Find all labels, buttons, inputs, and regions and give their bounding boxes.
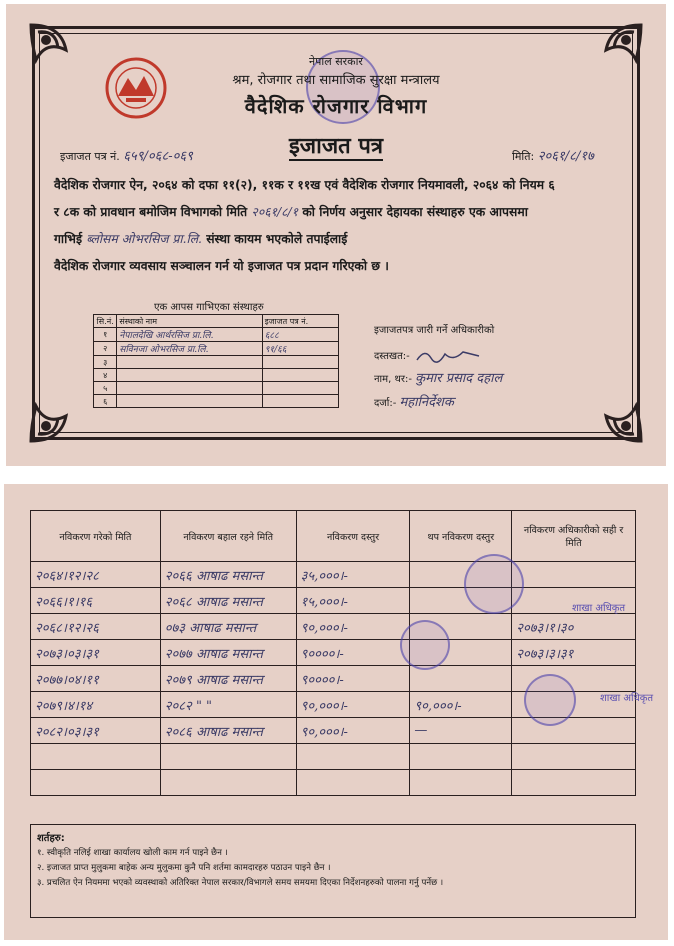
issue-date-label: मिति: [512,150,535,163]
permit-number [60,146,193,164]
decision-date: २०६१/८/१ [251,205,299,219]
signature-row: दस्तखत:- [374,346,483,366]
table-row: २०६६।१।१६ २०६८ आषाढ मसान्त १५,०००।- [31,588,636,614]
table-row: ३ [94,356,339,369]
permit-number-value: ६५९/०६८-०६९ [123,149,193,164]
document-title: इजाजत पत्र [289,134,383,159]
term-item: १. स्वीकृति नलिई शाखा कार्यालय खोली काम गर्न पाइने छैन । [37,848,228,858]
officer-stamp-text: शाखा अधिकृत [572,603,626,614]
table-row [31,744,636,770]
merged-table-caption: एक आपस गाभिएका संस्थाहरु [154,302,264,313]
table-row: २०७७।०४।११ २०७९ आषाढ मसान्त ९००००।- [31,666,636,692]
table-row: २०७३।०३।३१ २०७७ आषाढ मसान्त ९००००।- २०७३।३।३१ [31,640,636,666]
officer-stamp-text: शाखा अधिकृत [600,693,654,704]
issuer-heading: इजाजतपत्र जारी गर्ने अधिकारीको [374,325,495,336]
merged-companies-table [93,314,339,408]
body-line-1: वैदेशिक रोजगार ऐन, २०६४ को दफा ११(२), ११क र ११ख एवं वैदेशिक रोजगार नियमावली, २०६४ को नियम ६ [54,178,555,192]
issue-date [512,146,594,164]
government-name: नेपाल सरकार [309,55,363,68]
name-row: नाम, थर:- कुमार प्रसाद दहाल [374,371,503,386]
issuer-post: महानिर्देशक [399,395,454,410]
table-row: २०८२।०३।३१ २०८६ आषाढ मसान्त ९०,०००।- — [31,718,636,744]
terms-box [30,824,636,918]
ministry-name: श्रम, रोजगार तथा सामाजिक सुरक्षा मन्त्रालय [232,73,440,88]
renewal-stamp [464,554,524,614]
permit-certificate-page [6,4,666,466]
table-row: ६ [94,395,339,408]
body-line-4: वैदेशिक रोजगार व्यवसाय सञ्चालन गर्न यो इजाजत पत्र प्रदान गरिएको छ । [54,259,389,273]
issuer-name: कुमार प्रसाद दहाल [415,371,503,386]
department-name: वैदेशिक रोजगार विभाग [244,94,428,118]
table-row: १ नेपालदेखि आर्थरसिज प्रा.लि. ६८८ [94,328,339,342]
issue-date-value: २०६१/८/१७ [537,149,594,164]
permit-number-label: इजाजत पत्र नं. [60,150,120,163]
table-row: ४ [94,369,339,382]
renewal-stamp [400,620,450,670]
table-row: २०६८।१२।२६ ०७३ आषाढ मसान्त ९०,०००।- २०७३।१।३० [31,614,636,640]
renewal-table [30,510,636,796]
table-row: २ सविनजा ओभरसिज प्रा.लि. ९१/६६ [94,342,339,356]
post-row: दर्जा:- महानिर्देशक [374,395,454,410]
body-line-3: गाभिई ब्लोसम ओभरसिज प्रा.लि. संस्था कायम भएकोले तपाईलाई [54,232,348,246]
table-header-row: नविकरण गरेको मिति नविकरण बहाल रहने मिति नविकरण दस्तुर थप नविकरण दस्तुर नविकरण अधिकारीको सही र मिति [31,511,636,562]
corner-ornament-bottom-left [26,376,96,446]
table-row [31,770,636,796]
table-row: ५ [94,382,339,395]
table-header-row: सि.नं. संस्थाको नाम इजाजत पत्र नं. [94,315,339,328]
terms-heading: शर्तहरु: [37,833,65,844]
renewal-record-page [4,484,668,940]
body-line-2: र ८क को प्रावधान बमोजिम विभागको मिति २०६१/८/१ को निर्णय अनुसार देहायका संस्थाहरु एक आपसमा [54,205,528,219]
company-name: ब्लोसम ओभरसिज प्रा.लि. [86,232,202,246]
signature-mark [413,346,483,366]
term-item: ३. प्रचलित ऐन नियममा भएको व्यवस्थाको अतिरिक्त नेपाल सरकार/विभागले समय समयमा दिएका निर्देशनहरुको पालना गर्नु पर्नेछ । [37,878,444,888]
corner-ornament-bottom-right [576,376,646,446]
table-row: २०७९।४।१४ २०८२ " " ९०,०००।- ९०,०००।- [31,692,636,718]
renewal-stamp [524,674,576,726]
table-row: २०६४।१२।२८ २०६६ आषाढ मसान्त ३५,०००।- [31,562,636,588]
term-item: २. इजाजत प्राप्त मुलुकमा बाहेक अन्य मुलुकमा कुनै पनि शर्तमा कामदारहरु पठाउन पाइने छैन । [37,863,331,873]
